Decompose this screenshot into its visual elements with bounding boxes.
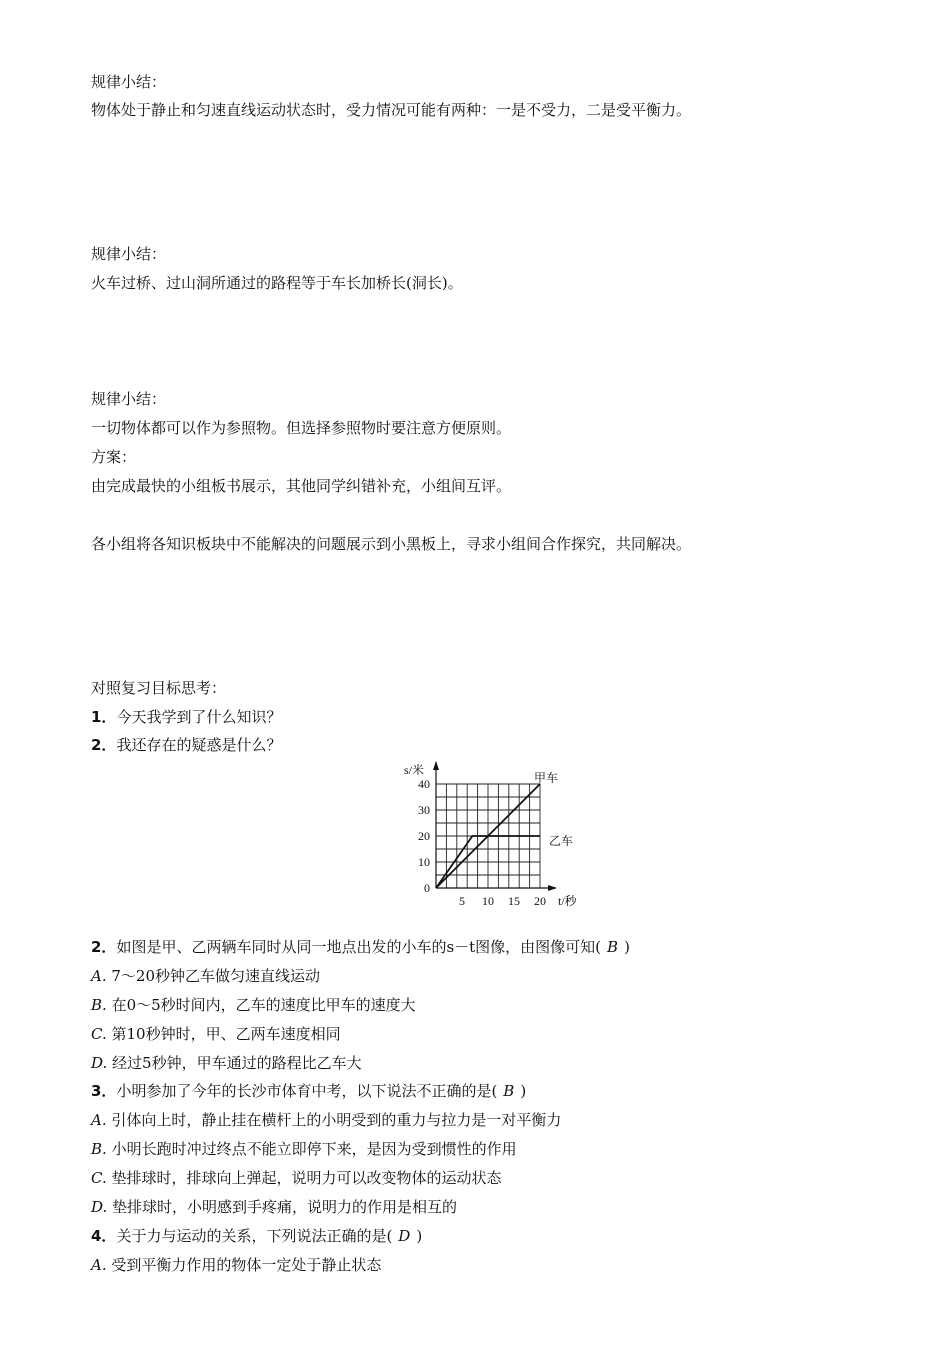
option-text: 受到平衡力作用的物体一定处于静止状态: [111, 1256, 382, 1274]
section1-title: 规律小结：: [91, 73, 167, 91]
q3-option-c: [91, 1168, 502, 1188]
option-letter: A.: [91, 1111, 107, 1129]
x-axis-arrow: [548, 885, 557, 891]
question-4-answer: D: [398, 1227, 411, 1245]
option-letter: C.: [91, 1169, 107, 1187]
option-letter: D.: [91, 1198, 108, 1216]
q2-option-b: [91, 995, 416, 1015]
x-tick-label: 10: [482, 894, 494, 908]
q1-number: 1．: [91, 708, 117, 726]
option-text: 引体向上时，静止挂在横杆上的小明受到的重力与拉力是一对平衡力: [111, 1111, 562, 1129]
question-4-text: 关于力与运动的关系，下列说法正确的是(: [116, 1227, 393, 1245]
q2-option-d: [91, 1053, 362, 1073]
section2-title: 规律小结：: [91, 245, 167, 263]
option-letter: D.: [91, 1054, 108, 1072]
section3-title: 规律小结：: [91, 390, 167, 408]
option-letter: A.: [91, 967, 107, 985]
q1-text: 今天我学到了什么知识？: [116, 708, 282, 726]
x-tick-label: 20: [534, 894, 546, 908]
question-2-stem: [91, 937, 630, 957]
option-letter: A.: [91, 1256, 107, 1274]
q2-option-c: [91, 1024, 341, 1044]
q3-option-a: [91, 1110, 561, 1130]
y-tick-label: 0: [424, 881, 430, 895]
series-label-jia: 甲车: [534, 771, 559, 785]
y-tick-label: 30: [418, 803, 430, 817]
reflection-q1: [91, 707, 281, 727]
question-3-stem: [91, 1081, 526, 1101]
q4-option-a: [91, 1255, 381, 1275]
y-axis-arrow: [433, 761, 439, 770]
option-text: 在0～5秒时间内，乙车的速度比甲车的速度大: [111, 996, 416, 1014]
y-tick-label: 20: [418, 829, 430, 843]
y-tick-label: 40: [418, 777, 430, 791]
y-axis-label: s/米: [404, 763, 425, 777]
option-letter: B.: [91, 996, 107, 1014]
question-4-close: ): [416, 1227, 423, 1245]
q2-number: 2．: [91, 736, 117, 754]
option-letter: B.: [91, 1140, 107, 1158]
section3-text: 一切物体都可以作为参照物。但选择参照物时要注意方便原则。: [91, 419, 512, 437]
x-tick-label: 15: [508, 894, 520, 908]
reflection-title: 对照复习目标思考：: [91, 679, 227, 697]
option-text: 小明长跑时冲过终点不能立即停下来，是因为受到惯性的作用: [111, 1140, 517, 1158]
question-3-number: 3．: [91, 1082, 117, 1100]
y-tick-label: 10: [418, 855, 430, 869]
question-4-number: 4．: [91, 1227, 117, 1245]
question-2-answer: B: [607, 938, 619, 956]
reflection-q2: [91, 735, 281, 755]
question-2-close: ): [624, 938, 630, 956]
question-2-text: 如图是甲、乙两辆车同时从同一地点出发的小车的s－t图像，由图像可知(: [116, 938, 602, 956]
q2-text: 我还存在的疑惑是什么？: [116, 736, 282, 754]
question-2-number: 2．: [91, 938, 117, 956]
question-3-answer: B: [503, 1082, 515, 1100]
x-axis-label: t/秒: [558, 894, 577, 908]
s-t-chart: [398, 758, 588, 910]
q3-option-b: [91, 1139, 517, 1159]
option-text: 7～20秒钟乙车做匀速直线运动: [111, 967, 321, 985]
x-tick-label: 5: [459, 894, 465, 908]
option-letter: C.: [91, 1025, 107, 1043]
series-label-yi: 乙车: [549, 834, 574, 848]
section1-text: 物体处于静止和匀速直线运动状态时，受力情况可能有两种：一是不受力，二是受平衡力。: [91, 101, 692, 119]
group-text: 各小组将各知识板块中不能解决的问题展示到小黑板上，寻求小组间合作探究，共同解决。: [91, 535, 692, 553]
option-text: 垫排球时，小明感到手疼痛，说明力的作用是相互的: [112, 1198, 458, 1216]
option-text: 垫排球时，排球向上弹起，说明力可以改变物体的运动状态: [111, 1169, 502, 1187]
plan-text: 由完成最快的小组板书展示，其他同学纠错补充，小组间互评。: [91, 477, 512, 495]
question-3-text: 小明参加了今年的长沙市体育中考，以下说法不正确的是(: [116, 1082, 498, 1100]
plan-label: 方案：: [91, 448, 137, 466]
q3-option-d: [91, 1197, 457, 1217]
option-text: 第10秒钟时，甲、乙两车速度相同: [111, 1025, 341, 1043]
section2-text: 火车过桥、过山洞所通过的路程等于车长加桥长(洞长)。: [91, 274, 463, 292]
question-4-stem: [91, 1226, 422, 1246]
q2-option-a: [91, 966, 320, 986]
question-3-close: ): [520, 1082, 527, 1100]
option-text: 经过5秒钟，甲车通过的路程比乙车大: [112, 1054, 362, 1072]
